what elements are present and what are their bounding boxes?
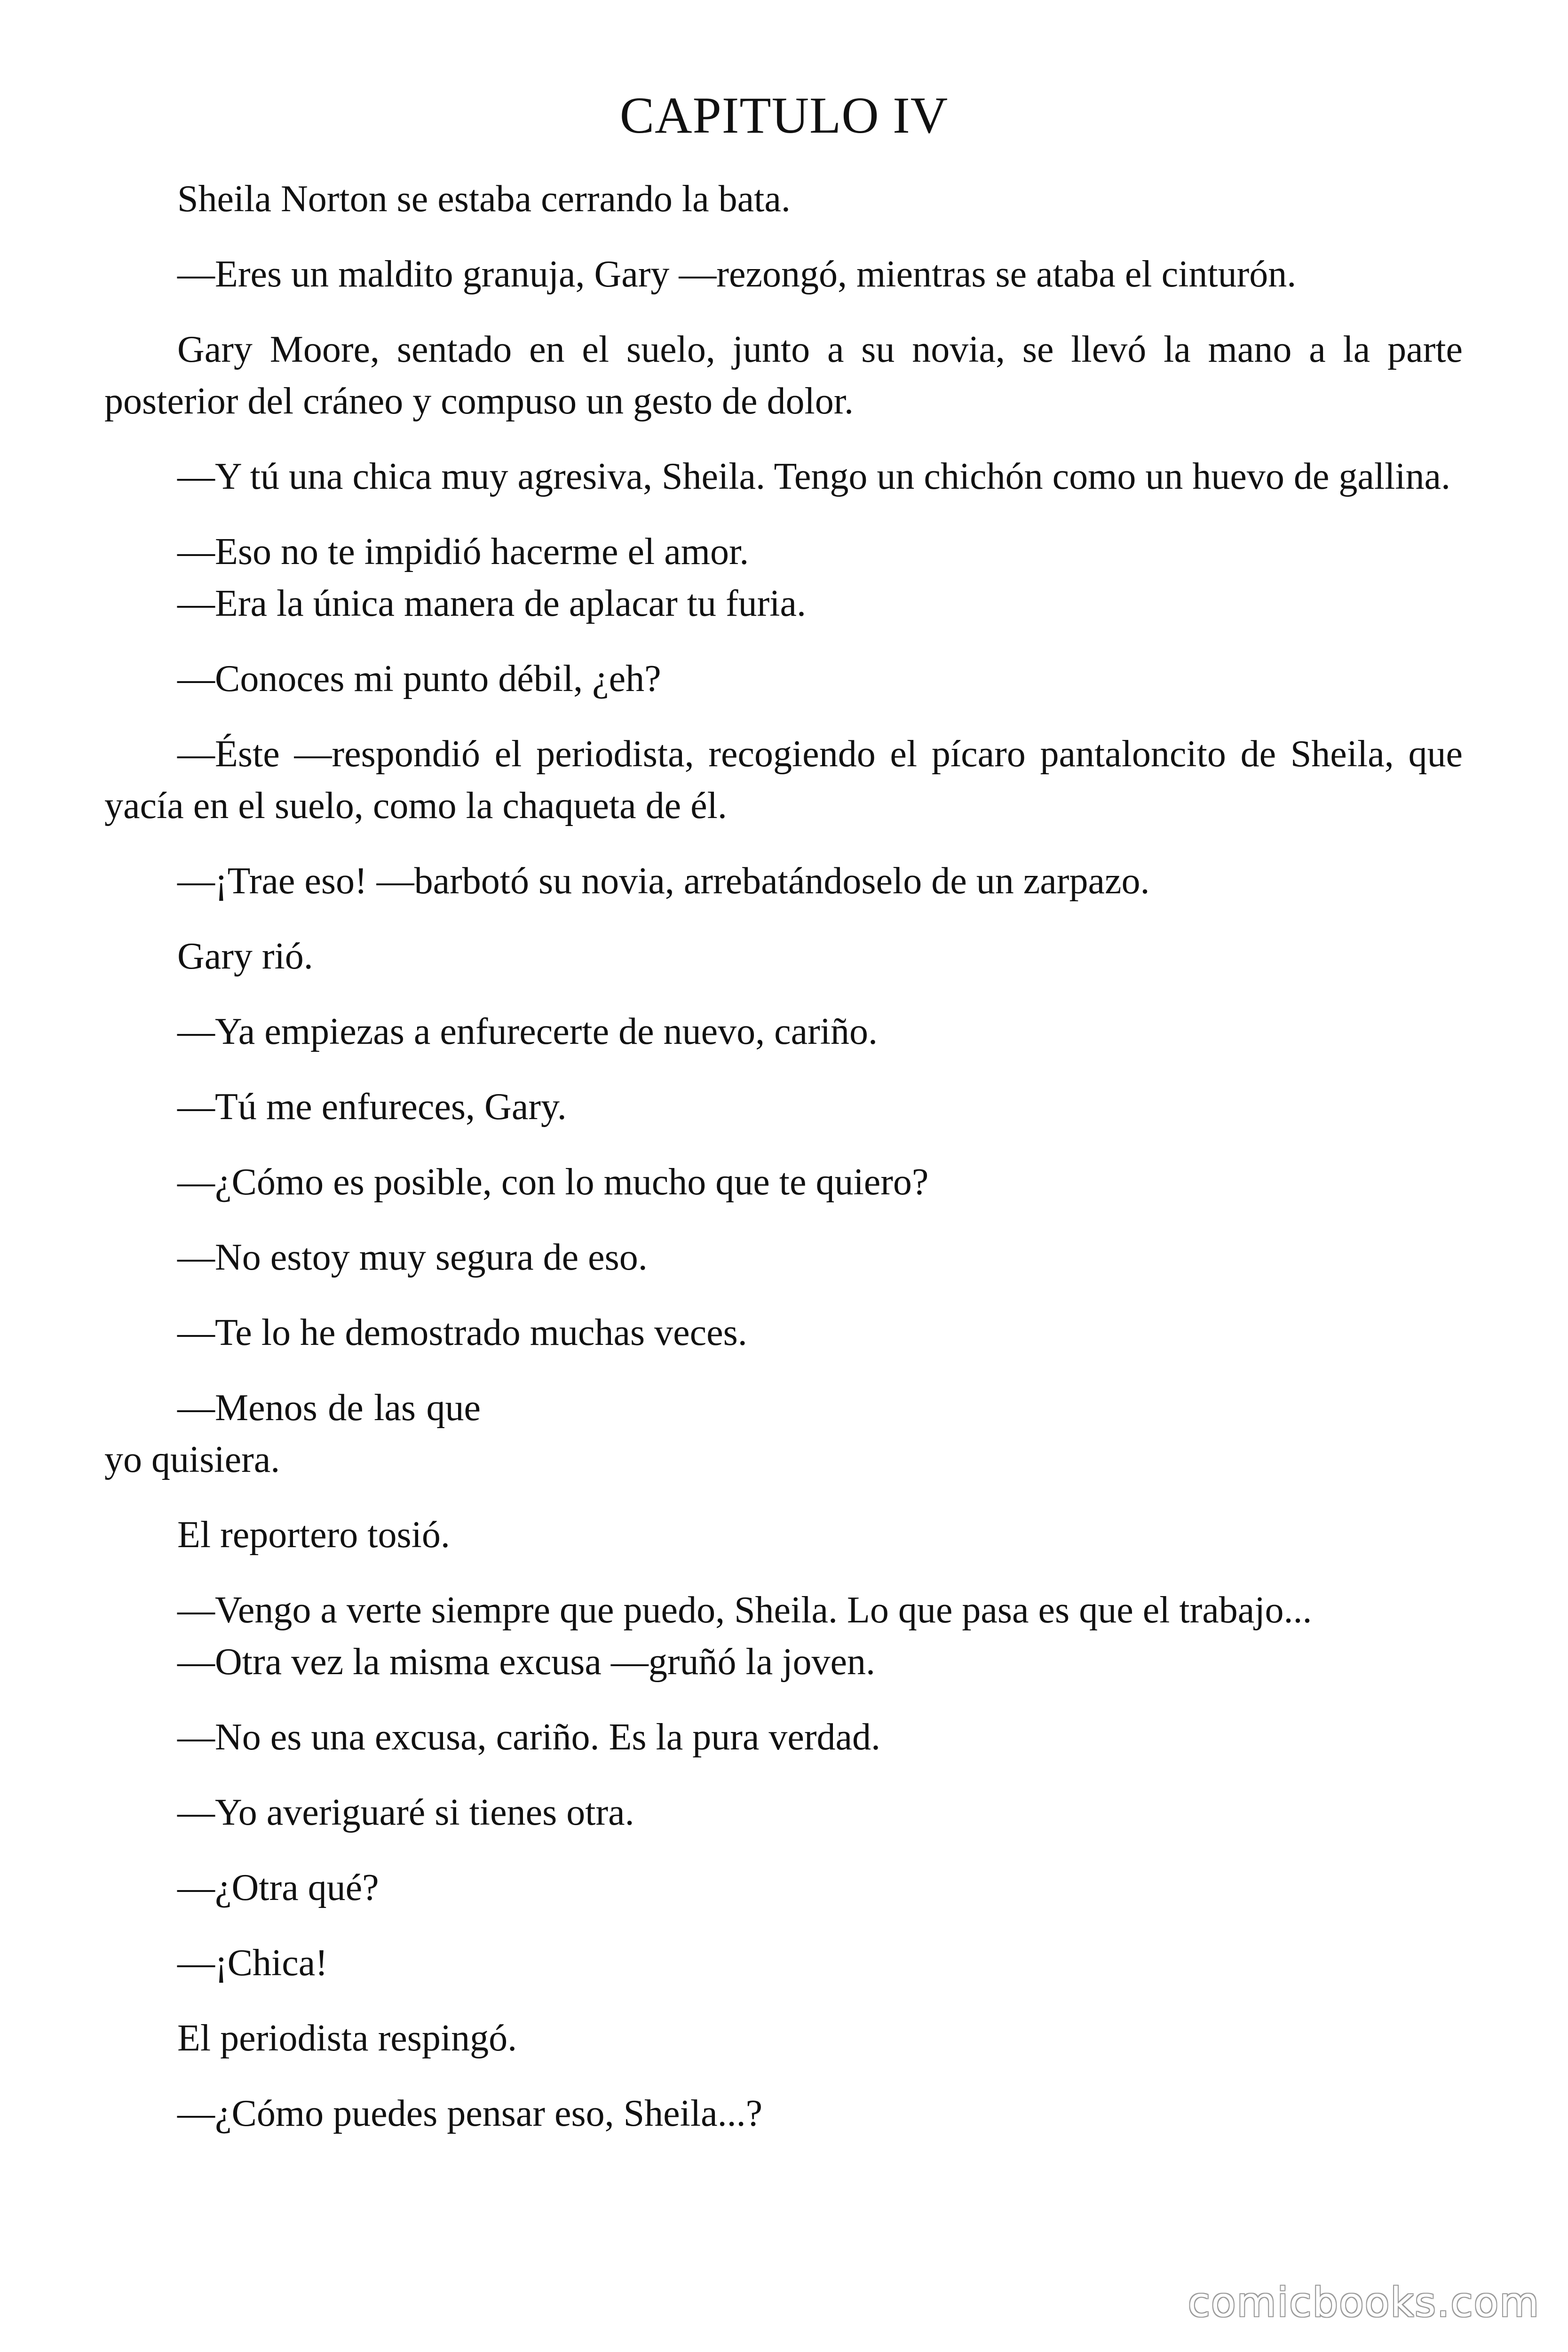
paragraph: —Ya empiezas a enfurecerte de nuevo, cariño.: [177, 1011, 878, 1052]
body-text: [104, 173, 1463, 2163]
paragraph: El periodista respingó.: [177, 2018, 517, 2059]
paragraph: —No estoy muy segura de eso.: [177, 1237, 648, 1278]
paragraph: —¿Cómo es posible, con lo mucho que te quiero?: [177, 1161, 929, 1203]
paragraph: —Era la única manera de aplacar tu furia.: [177, 583, 807, 624]
paragraph: —Otra vez la misma excusa —gruñó la joven.: [177, 1641, 875, 1683]
paragraph: —Menos de las que yo quisiera.: [104, 1387, 481, 1480]
paragraph: El reportero tosió.: [177, 1514, 450, 1556]
paragraph: Gary rió.: [177, 936, 313, 977]
paragraph: —Éste —respondió el periodista, recogiendo el pícaro pantaloncito de Sheila, que yacía en el suelo, como la chaqueta de él.: [104, 733, 1463, 826]
chapter-title: CAPITULO IV: [619, 87, 949, 144]
paragraph: Gary Moore, sentado en el suelo, junto a su novia, se llevó la mano a la parte posterior del cráneo y compuso un gesto de dolor.: [104, 329, 1463, 422]
paragraph: —Yo averiguaré si tienes otra.: [177, 1792, 634, 1833]
paragraph: —Vengo a verte siempre que puedo, Sheila. Lo que pasa es que el trabajo...: [177, 1589, 1312, 1631]
paragraph: —Conoces mi punto débil, ¿eh?: [177, 658, 661, 699]
paragraph: —No es una excusa, cariño. Es la pura verdad.: [177, 1716, 880, 1758]
paragraph: —Tú me enfureces, Gary.: [177, 1086, 567, 1128]
paragraph: —¿Cómo puedes pensar eso, Sheila...?: [177, 2093, 763, 2134]
paragraph: —¿Otra qué?: [177, 1867, 379, 1908]
paragraph: —¡Chica!: [177, 1942, 328, 1984]
paragraph: —Eres un maldito granuja, Gary —rezongó, mientras se ataba el cinturón.: [177, 254, 1297, 295]
watermark: comicbooks.com: [1188, 2279, 1540, 2326]
paragraph: —¡Trae eso! —barbotó su novia, arrebatándoselo de un zarpazo.: [177, 860, 1150, 902]
paragraph: —Y tú una chica muy agresiva, Sheila. Tengo un chichón como un huevo de gallina.: [177, 456, 1451, 497]
paragraph: Sheila Norton se estaba cerrando la bata.: [177, 178, 791, 220]
paragraph: —Te lo he demostrado muchas veces.: [177, 1312, 747, 1353]
paragraph: —Eso no te impidió hacerme el amor.: [177, 531, 749, 572]
